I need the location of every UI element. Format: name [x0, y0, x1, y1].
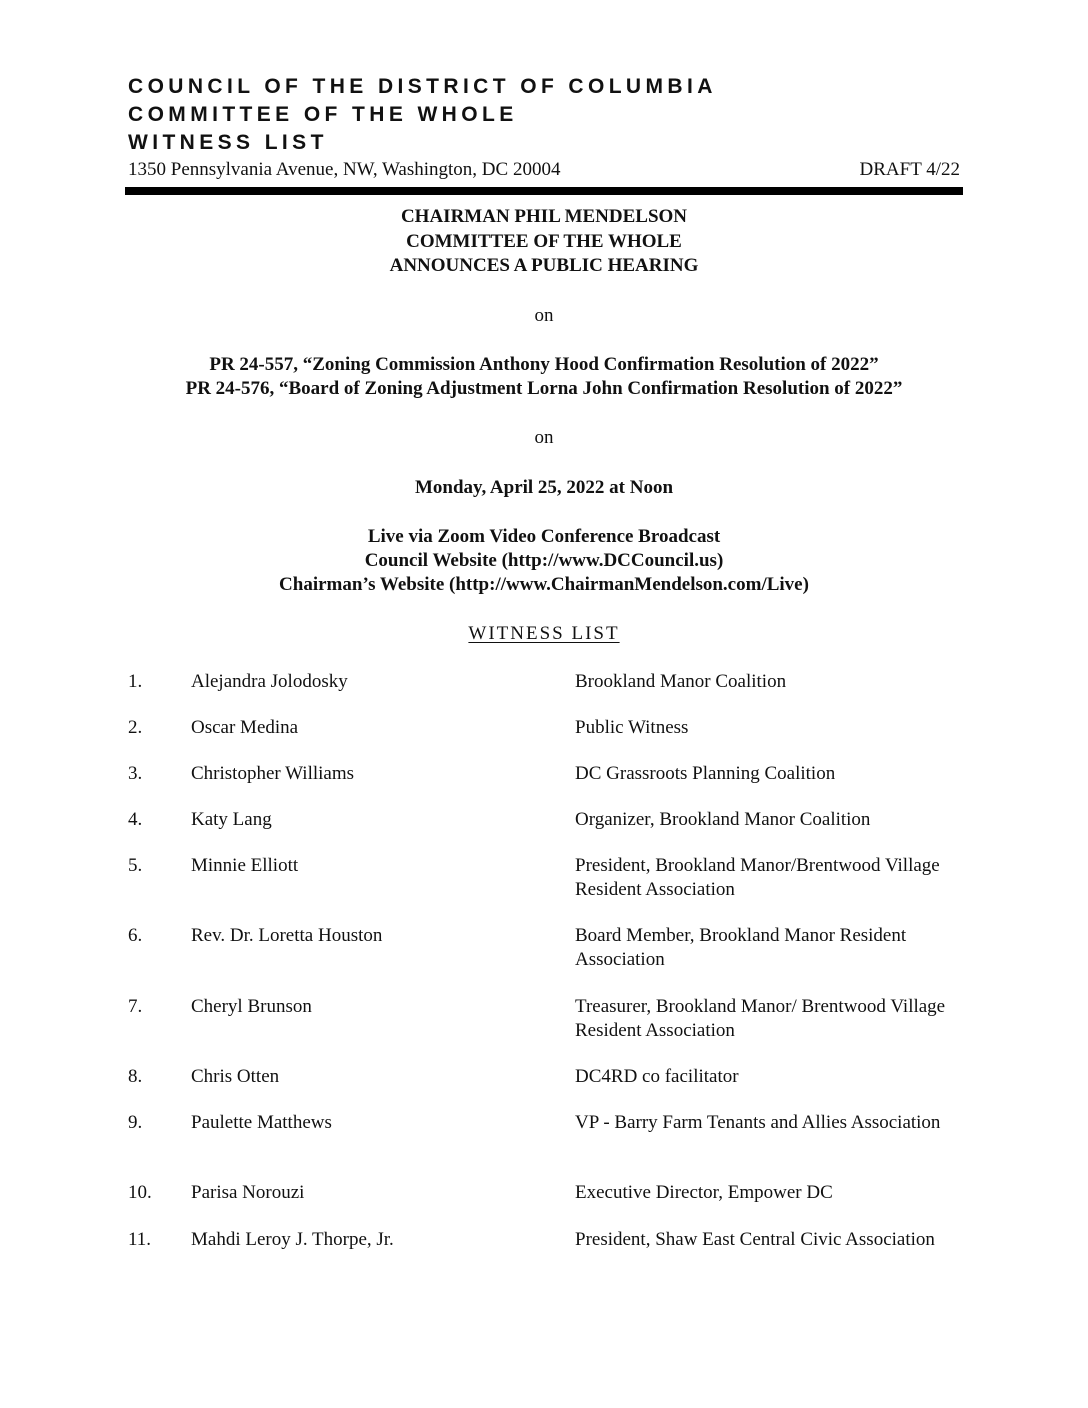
witness-name: Alejandra Jolodosky — [191, 671, 348, 692]
witness-name: Rev. Dr. Loretta Houston — [191, 925, 383, 946]
witness-number: 6. — [128, 925, 143, 946]
witness-affiliation: DC4RD co facilitator — [575, 1066, 739, 1087]
resolution-title-1: PR 24-557, “Zoning Commission Anthony Hood Confirmation Resolution of 2022” — [209, 354, 879, 375]
witness-affiliation: Executive Director, Empower DC — [575, 1182, 833, 1203]
witness-affiliation: DC Grassroots Planning Coalition — [575, 763, 836, 784]
witness-number: 3. — [128, 763, 143, 784]
witness-affiliation: VP - Barry Farm Tenants and Allies Association — [575, 1112, 941, 1133]
witness-name: Chris Otten — [191, 1066, 280, 1087]
on-text-1: on — [534, 305, 554, 326]
witness-number: 10. — [128, 1182, 152, 1203]
witness-number: 5. — [128, 855, 143, 876]
witness-affiliation: President, Brookland Manor/Brentwood Village Resident Association — [575, 855, 940, 900]
witness-name: Paulette Matthews — [191, 1112, 332, 1133]
witness-number: 4. — [128, 809, 143, 830]
witness-name: Minnie Elliott — [191, 855, 299, 876]
witness-affiliation: Board Member, Brookland Manor Resident Association — [575, 925, 907, 970]
witness-affiliation: Organizer, Brookland Manor Coalition — [575, 809, 871, 830]
witness-list-heading — [0, 622, 1088, 646]
broadcast-council-website: Council Website (http://www.DCCouncil.us) — [364, 550, 724, 571]
witness-name: Katy Lang — [191, 809, 272, 830]
witness-affiliation: Brookland Manor Coalition — [575, 671, 787, 692]
witness-number: 9. — [128, 1112, 143, 1133]
resolution-title-2: PR 24-576, “Board of Zoning Adjustment Lorna John Confirmation Resolution of 2022” — [185, 378, 903, 399]
witness-name: Parisa Norouzi — [191, 1182, 305, 1203]
header-address: 1350 Pennsylvania Avenue, NW, Washington, DC 20004 — [128, 159, 561, 180]
announcement-committee: COMMITTEE OF THE WHOLE — [406, 231, 682, 252]
broadcast-chairman-website: Chairman’s Website (http://www.ChairmanMendelson.com/Live) — [279, 574, 809, 595]
header-council-name: COUNCIL OF THE DISTRICT OF COLUMBIA — [128, 75, 717, 98]
header-committee-name: COMMITTEE OF THE WHOLE — [128, 103, 518, 126]
witness-affiliation: Treasurer, Brookland Manor/ Brentwood Village Resident Association — [575, 996, 946, 1041]
witness-name: Oscar Medina — [191, 717, 299, 738]
witness-affiliation: President, Shaw East Central Civic Association — [575, 1229, 935, 1250]
hearing-date: Monday, April 25, 2022 at Noon — [414, 477, 674, 498]
witness-affiliation: Public Witness — [575, 717, 689, 738]
header-document-type: WITNESS LIST — [128, 131, 328, 154]
announcement-chairman: CHAIRMAN PHIL MENDELSON — [400, 206, 688, 227]
witness-number: 8. — [128, 1066, 143, 1087]
witness-number: 2. — [128, 717, 143, 738]
broadcast-zoom: Live via Zoom Video Conference Broadcast — [367, 526, 721, 547]
announcement-hearing: ANNOUNCES A PUBLIC HEARING — [389, 255, 699, 276]
witness-number: 7. — [128, 996, 143, 1017]
witness-name: Cheryl Brunson — [191, 996, 312, 1017]
header-divider — [125, 187, 963, 195]
on-text-2: on — [534, 427, 554, 448]
witness-list-heading-text: WITNESS LIST — [468, 623, 620, 644]
witness-name: Christopher Williams — [191, 763, 355, 784]
witness-number: 1. — [128, 671, 143, 692]
draft-label: DRAFT 4/22 — [859, 159, 960, 180]
witness-number: 11. — [128, 1229, 152, 1250]
witness-name: Mahdi Leroy J. Thorpe, Jr. — [191, 1229, 394, 1250]
